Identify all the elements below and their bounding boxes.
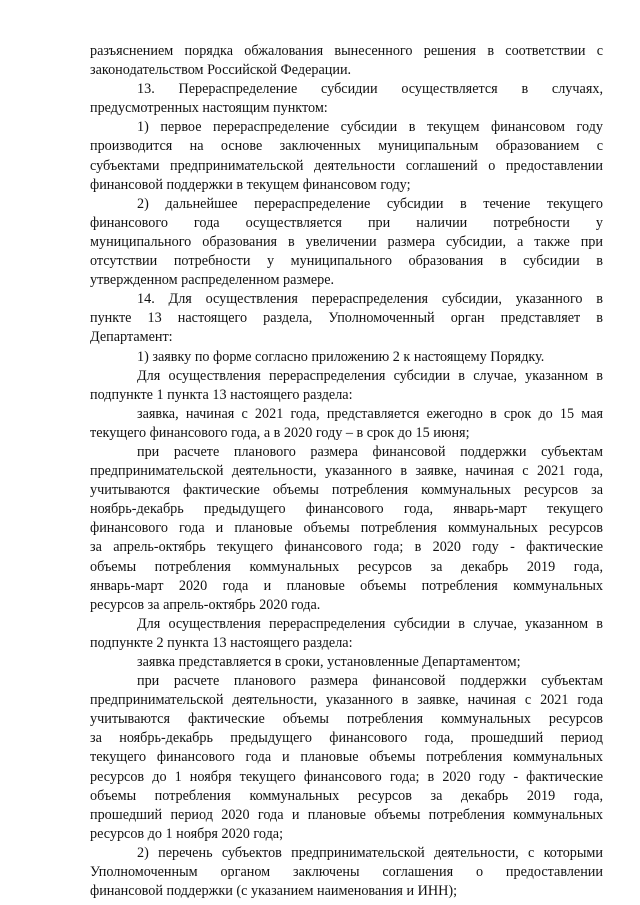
text-line: финансового года осуществляется при наличии потребности у: [90, 214, 603, 231]
text-line: при расчете планового размера финансовой поддержки субъектам: [137, 673, 603, 690]
text-line: ресурсов до 1 ноября 2020 года;: [90, 825, 284, 842]
text-line: отсутствии потребности у муниципального образования в субсидии в: [90, 253, 603, 270]
text-line: 1) заявку по форме согласно приложению 2 к настоящему Порядку.: [137, 348, 545, 365]
text-line: финансовой поддержки в текущем финансовом году;: [90, 176, 411, 193]
text-line: финансовой поддержки (с указанием наименования и ИНН);: [90, 883, 458, 900]
text-line: ресурсов до 1 ноября текущего финансового года; в 2020 году - фактические: [90, 768, 603, 785]
text-line: январь-март 2020 года и плановые объемы потребления коммунальных: [90, 577, 603, 594]
text-line: Уполномоченным органом заключены соглашения о предоставлении: [90, 864, 603, 881]
text-line: утвержденном распределенном размере.: [90, 272, 335, 289]
text-line: финансового года и плановые объемы потребления коммунальных ресурсов: [90, 520, 603, 537]
text-line: при расчете планового размера финансовой поддержки субъектам: [137, 443, 603, 460]
text-line: Для осуществления перераспределения субсидии в случае, указанном в: [137, 615, 603, 632]
text-line: учитываются фактические объемы потребления коммунальных ресурсов за: [90, 482, 603, 499]
text-line: прошедший период 2020 года и плановые объемы потребления коммунальных: [90, 806, 603, 823]
text-line: 2) перечень субъектов предпринимательской деятельности, с которыми: [137, 844, 603, 861]
text-line: 2) дальнейшее перераспределение субсидии в течение текущего: [137, 195, 603, 212]
text-line: заявка представляется в сроки, установленные Департаментом;: [137, 654, 521, 670]
text-line: заявка, начиная с 2021 года, представляется ежегодно в срок до 15 мая: [137, 405, 603, 422]
text-line: 13. Перераспределение субсидии осуществляется в случаях,: [137, 81, 603, 98]
text-line: текущего финансового года, а в 2020 году – в срок до 15 июня;: [90, 424, 470, 441]
text-line: подпункте 2 пункта 13 настоящего раздела:: [90, 634, 353, 651]
text-line: производится на основе заключенных муниципальным образованием с: [90, 138, 603, 155]
text-line: ресурсов за апрель-октябрь 2020 года.: [90, 596, 321, 613]
document-page: [90, 42, 603, 901]
text-line: 14. Для осуществления перераспределения субсидии, указанного в: [137, 291, 603, 308]
text-line: пункте 13 настоящего раздела, Уполномоченный орган представляет в: [90, 310, 603, 327]
text-line: ноябрь-декабрь предыдущего финансового года, январь-март текущего: [90, 501, 603, 518]
text-line: учитываются фактические объемы потребления коммунальных ресурсов: [90, 711, 603, 728]
text-line: за апрель-октябрь текущего финансового года; в 2020 году - фактические: [90, 539, 603, 556]
text-line: предусмотренных настоящим пунктом:: [90, 100, 328, 117]
text-line: текущего финансового года и плановые объемы потребления коммунальных: [90, 749, 603, 766]
text-line: Для осуществления перераспределения субсидии в случае, указанном в: [137, 367, 603, 384]
text-line: за ноябрь-декабрь предыдущего финансового года, прошедший период: [90, 730, 603, 747]
text-line: законодательством Российской Федерации.: [90, 62, 352, 79]
text-line: предпринимательской деятельности, указанного в заявке, начиная с 2021 года: [90, 692, 603, 709]
text-line: объемы потребления коммунальных ресурсов за декабрь 2019 года,: [90, 558, 603, 575]
text-line: разъяснением порядка обжалования вынесенного решения в соответствии с: [90, 43, 603, 59]
text-line: субъектами предпринимательской деятельности соглашений о предоставлении: [90, 157, 603, 174]
text-line: 1) первое перераспределение субсидии в текущем финансовом году: [137, 119, 603, 136]
text-line: Департамент:: [90, 329, 173, 346]
text-line: предпринимательской деятельности, указанного в заявке, начиная с 2021 года,: [90, 463, 603, 480]
text-line: подпункте 1 пункта 13 настоящего раздела:: [90, 386, 353, 403]
text-line: муниципального образования в увеличении размера субсидии, а также при: [90, 233, 603, 250]
text-line: объемы потребления коммунальных ресурсов за декабрь 2019 года,: [90, 787, 603, 804]
